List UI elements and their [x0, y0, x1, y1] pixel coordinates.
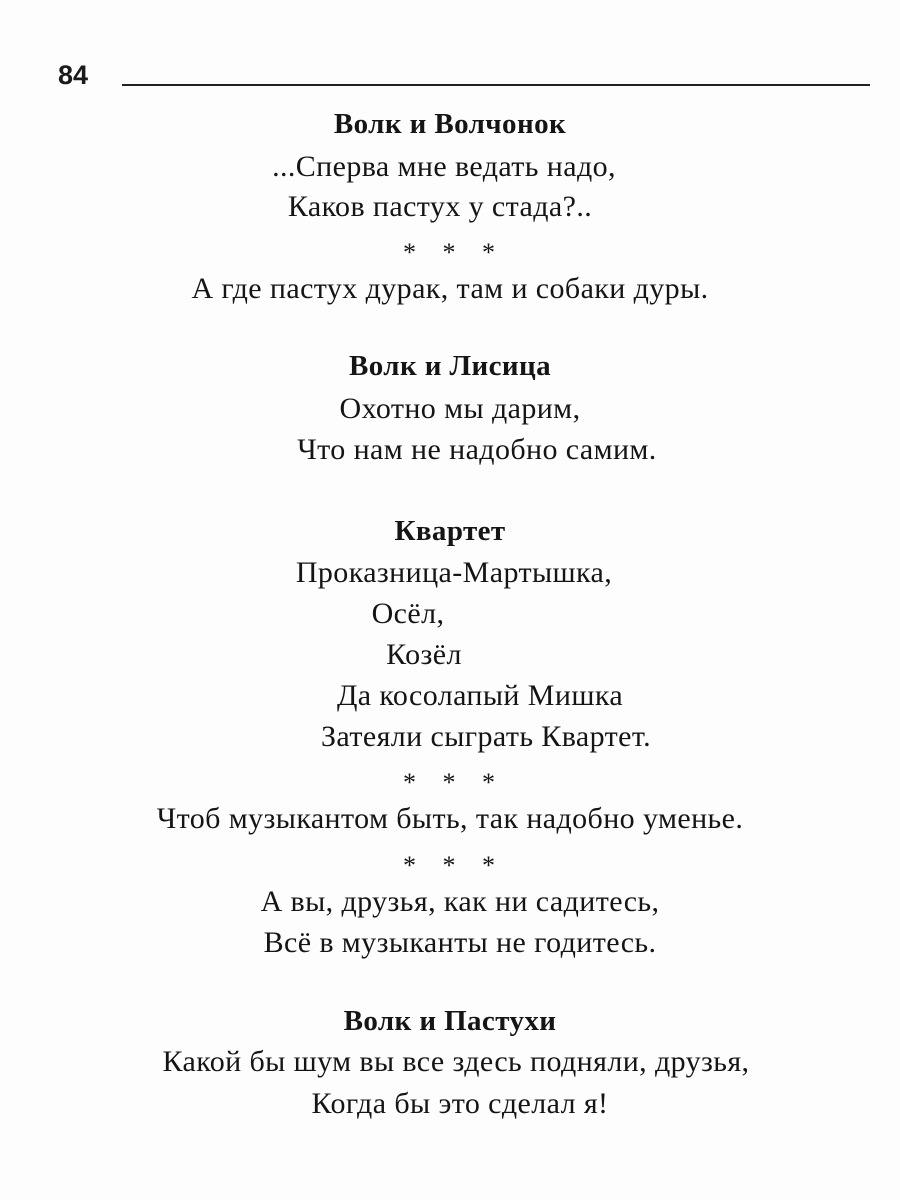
verse-line: Охотно мы дарим,	[339, 392, 581, 425]
moral-line: Всё в музыканты не годитесь.	[263, 926, 657, 959]
page-header	[58, 56, 870, 96]
page-number: 84	[58, 60, 89, 90]
verse-line: ...Сперва мне ведать надо,	[272, 150, 616, 183]
separator-stars: * * *	[403, 238, 505, 267]
verse-line: Да косолапый Мишка	[336, 679, 624, 712]
verse-line: Какой бы шум вы все здесь подняли, друзья,	[162, 1045, 750, 1078]
separator-stars: * * *	[403, 768, 505, 797]
moral-line: Чтоб музыкантом быть, так надобно уменье.	[156, 802, 744, 835]
section-title: Волк и Лисица	[349, 350, 551, 382]
verse-line: Проказница-Мартышка,	[295, 556, 613, 589]
section-title: Волк и Пастухи	[343, 1005, 557, 1037]
moral-line: А где пастух дурак, там и собаки дуры.	[191, 272, 709, 305]
header-rule	[122, 84, 870, 86]
section-title: Квартет	[394, 515, 506, 547]
separator-stars: * * *	[403, 851, 505, 880]
verse-line: Козёл	[386, 638, 462, 671]
verse-line: Затеяли сыграть Квартет.	[320, 720, 651, 753]
verse-line: Что нам не надобно самим.	[297, 433, 657, 466]
section-title: Волк и Волчонок	[333, 108, 567, 140]
moral-line: А вы, друзья, как ни садитесь,	[260, 885, 660, 918]
verse-line: Осёл,	[371, 597, 445, 630]
verse-line: Когда бы это сделал я!	[311, 1087, 609, 1120]
verse-line: Каков пастух у стада?..	[287, 190, 593, 223]
